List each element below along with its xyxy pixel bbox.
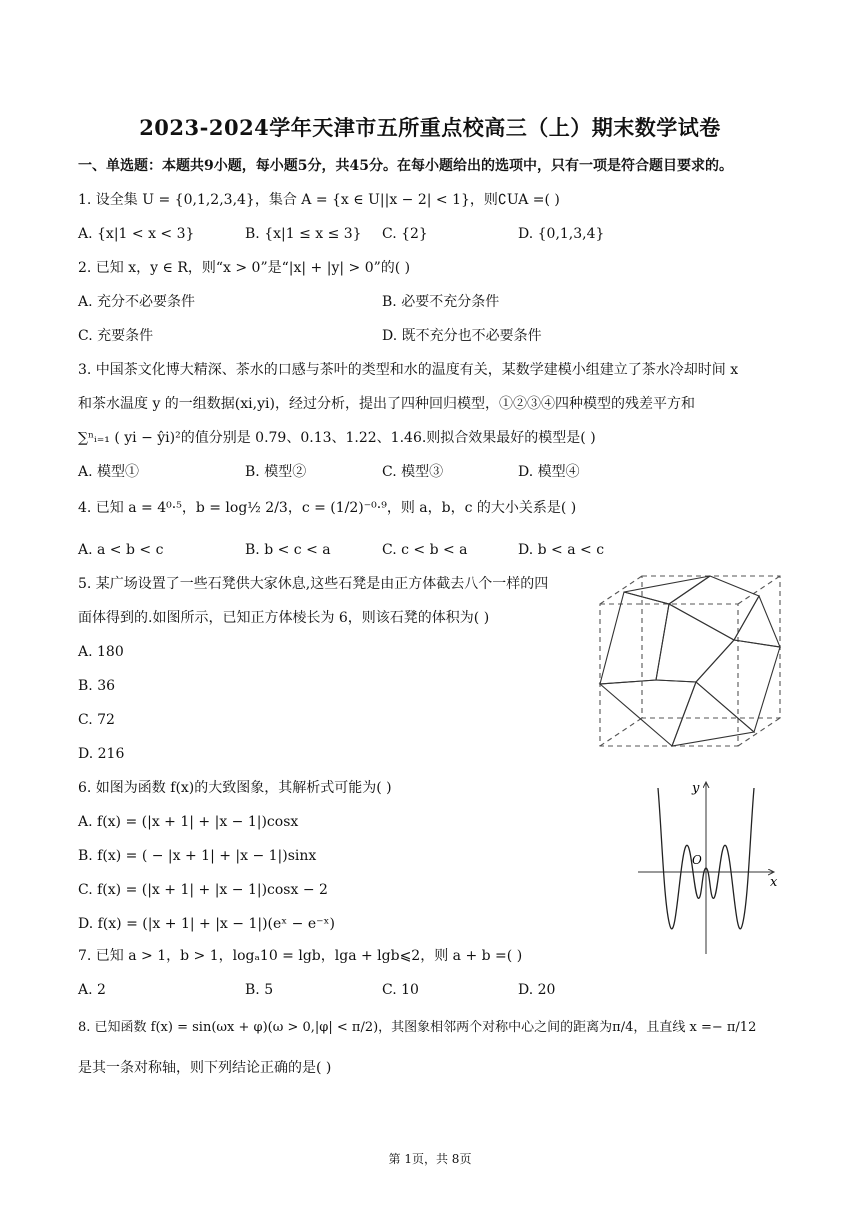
question-3-option-c: C. 模型③ bbox=[382, 464, 444, 480]
question-7-option-d: D. 20 bbox=[518, 982, 556, 998]
question-4-stem: 4. 已知 a = 4⁰·⁵，b = log½ 2/3，c = (1/2)⁻⁰·⁹，则 a，b，c 的大小关系是( ) bbox=[78, 500, 577, 516]
question-3-line-1: 3. 中国茶文化博大精深、茶水的口感与茶叶的类型和水的温度有关，某数学建模小组建立了茶水冷却时间 x bbox=[78, 362, 739, 378]
question-2-option-c: C. 充要条件 bbox=[78, 328, 154, 344]
question-6-stem: 6. 如图为函数 f(x)的大致图象，其解析式可能为( ) bbox=[78, 780, 392, 796]
question-7-option-c: C. 10 bbox=[382, 982, 419, 998]
section-heading: 一、单选题：本题共9小题，每小题5分，共45分。在每小题给出的选项中，只有一项是符合题目要求的。 bbox=[78, 158, 733, 174]
question-5-option-b: B. 36 bbox=[78, 678, 116, 694]
question-3-option-a: A. 模型① bbox=[78, 464, 140, 480]
function-graph-figure bbox=[634, 776, 784, 956]
question-7-stem: 7. 已知 a > 1，b > 1，logₐ10 = lgb，lga + lgb⩽2，则 a + b =( ) bbox=[78, 948, 523, 964]
x-axis-label: x bbox=[770, 875, 778, 890]
question-4-option-d: D. b < a < c bbox=[518, 542, 605, 558]
question-7-option-b: B. 5 bbox=[245, 982, 274, 998]
question-4-option-b: B. b < c < a bbox=[245, 542, 331, 558]
question-8-line-2: 是其一条对称轴，则下列结论正确的是( ) bbox=[78, 1060, 332, 1076]
question-2-option-d: D. 既不充分也不必要条件 bbox=[382, 328, 542, 344]
page-footer: 第 1页，共 8页 bbox=[388, 1152, 472, 1166]
question-6-option-d: D. f(x) = (|x + 1| + |x − 1|)(eˣ − e⁻ˣ) bbox=[78, 916, 335, 932]
question-7-option-a: A. 2 bbox=[78, 982, 106, 998]
y-axis-label: y bbox=[692, 781, 700, 796]
question-5-option-a: A. 180 bbox=[78, 644, 124, 660]
question-1-option-a: A. {x|1 < x < 3} bbox=[78, 226, 195, 242]
stone-stool-figure bbox=[594, 572, 786, 752]
question-5-line-1: 5. 某广场设置了一些石凳供大家休息,这些石凳是由正方体截去八个一样的四 bbox=[78, 576, 549, 592]
question-3-option-d: D. 模型④ bbox=[518, 464, 580, 480]
question-5-option-d: D. 216 bbox=[78, 746, 125, 762]
question-1-stem: 1. 设全集 U = {0,1,2,3,4}，集合 A = {x ∈ U||x − 2| < 1}，则∁UA =( ) bbox=[78, 192, 560, 208]
question-1-option-d: D. {0,1,3,4} bbox=[518, 226, 605, 242]
question-1-option-c: C. {2} bbox=[382, 226, 428, 242]
question-2-option-b: B. 必要不充分条件 bbox=[382, 294, 500, 310]
question-5-option-c: C. 72 bbox=[78, 712, 115, 728]
question-2-option-a: A. 充分不必要条件 bbox=[78, 294, 196, 310]
origin-label: O bbox=[692, 853, 702, 867]
question-6-option-a: A. f(x) = (|x + 1| + |x − 1|)cosx bbox=[78, 814, 299, 830]
question-5-line-2: 面体得到的.如图所示，已知正方体棱长为 6，则该石凳的体积为( ) bbox=[78, 610, 490, 626]
question-2-stem: 2. 已知 x，y ∈ R，则“x > 0”是“|x| + |y| > 0”的( ) bbox=[78, 260, 411, 276]
question-6-option-c: C. f(x) = (|x + 1| + |x − 1|)cosx − 2 bbox=[78, 882, 328, 898]
question-4-option-a: A. a < b < c bbox=[78, 542, 164, 558]
question-6-option-b: B. f(x) = ( − |x + 1| + |x − 1|)sinx bbox=[78, 848, 317, 864]
question-3-line-3: ∑ⁿᵢ₌₁ ( yi − ŷi)²的值分别是 0.79、0.13、1.22、1.46.则拟合效果最好的模型是( ) bbox=[78, 430, 596, 446]
question-3-option-b: B. 模型② bbox=[245, 464, 307, 480]
question-4-option-c: C. c < b < a bbox=[382, 542, 468, 558]
question-3-line-2: 和茶水温度 y 的一组数据(xi,yi)，经过分析，提出了四种回归模型，①②③④四种模型的残差平方和 bbox=[78, 396, 695, 412]
page-title: 2023-2024学年天津市五所重点校高三（上）期末数学试卷 bbox=[139, 115, 721, 140]
question-8-line-1: 8. 已知函数 f(x) = sin(ωx + φ)(ω > 0,|φ| < π/2)，其图象相邻两个对称中心之间的距离为π/4，且直线 x =− π/12 bbox=[78, 1020, 757, 1035]
question-1-option-b: B. {x|1 ≤ x ≤ 3} bbox=[245, 226, 362, 242]
